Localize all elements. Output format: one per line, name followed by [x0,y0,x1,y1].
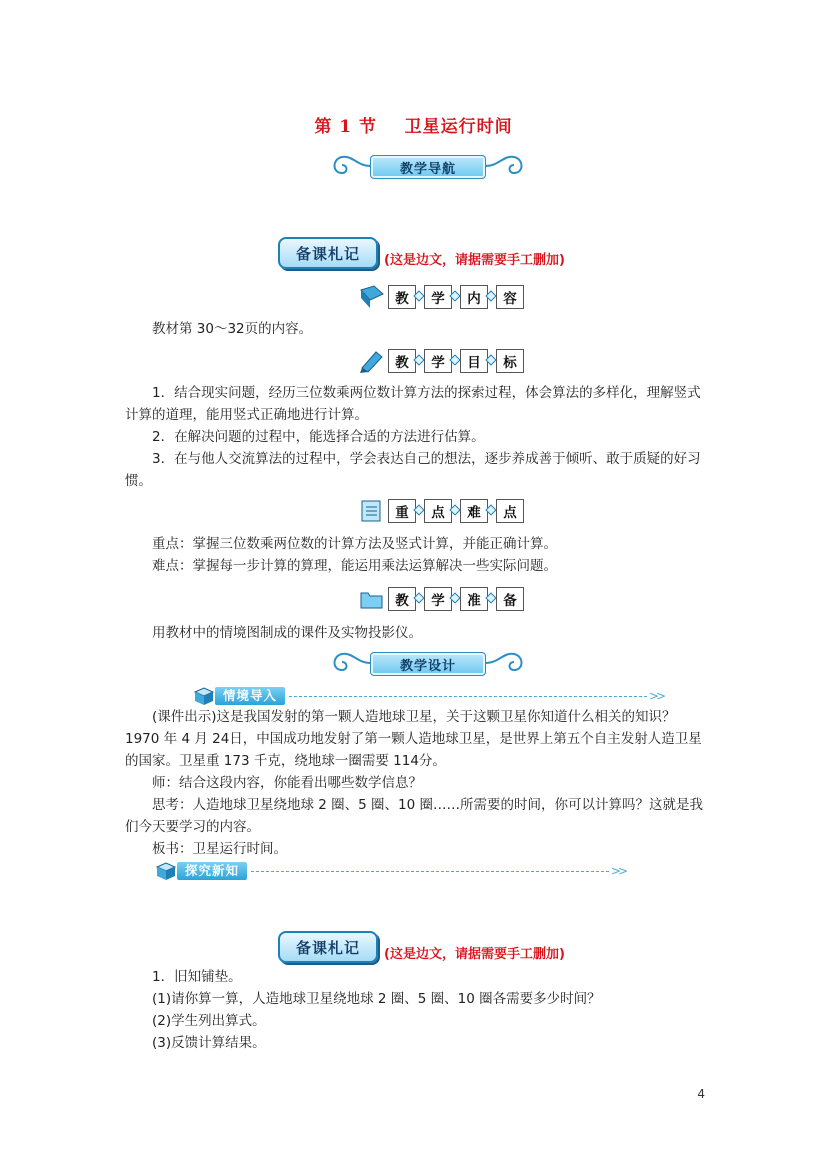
banner-label: 教学设计 [399,659,456,674]
heading-char: 点 [424,499,452,523]
heading-char: 点 [496,499,524,523]
heading-char: 目 [460,349,488,373]
page-number: 4 [697,1087,705,1101]
intro-paragraph: 思考：人造地球卫星绕地球 2 圈、5 圈、10 圈……所需要的时间，你可以计算吗？这就是我们今天要学习的内容。 [125,797,704,835]
explore-paragraph: 1．旧知铺垫。 [152,969,242,985]
lesson-notes-header [278,931,565,963]
explore-paragraph: (3)反馈计算结果。 [152,1035,266,1051]
heading-char: 学 [424,285,452,309]
goal-paragraph: 3．在与他人交流算法的过程中，学会表达自己的想法，逐步养成善于倾听、敢于质疑的好习惯。 [125,451,701,489]
band-explore-new [155,861,625,881]
heading-char: 内 [460,285,488,309]
explore-paragraph: (1)请你算一算，人造地球卫星绕地球 2 圈、5 圈、10 圈各需要多少时间？ [152,991,601,1007]
band-label: 探究新知 [177,862,247,880]
cube-icon [193,686,215,706]
heading-char: 教 [388,285,416,309]
book-icon [358,284,386,310]
heading-char: 备 [496,587,524,611]
banner-label: 教学导航 [399,162,456,177]
section-key-points [358,498,524,524]
goal-paragraph: 1．结合现实问题，经历三位数乘两位数计算方法的探索过程，体会算法的多样化，理解竖式计算的道理，能用竖式正确地进行计算。 [125,385,701,423]
band-scenario-intro [193,686,663,706]
heading-char: 准 [460,587,488,611]
heading-char: 学 [424,349,452,373]
lesson-notes-badge: 备课札记 [278,237,378,269]
heading-char: 教 [388,349,416,373]
margin-note: (这是边文，请据需要手工删加) [384,946,565,962]
key-point-paragraph: 难点：掌握每一步计算的算理，能运用乘法运算解决一些实际问题。 [152,558,557,574]
intro-paragraph: 板书：卫星运行时间。 [152,841,287,857]
heading-char: 难 [460,499,488,523]
explore-paragraph: (2)学生列出算式。 [152,1013,266,1029]
banner-teaching-design [328,648,528,678]
swirl-right-icon [484,648,528,678]
margin-note: (这是边文，请据需要手工删加) [384,252,565,268]
swirl-right-icon [484,151,528,181]
band-label: 情境导入 [215,687,285,705]
page-title: 第 1 节 卫星运行时间 [314,117,513,137]
heading-char: 容 [496,285,524,309]
prep-paragraph: 用教材中的情境图制成的课件及实物投影仪。 [152,625,422,641]
cube-icon [155,861,177,881]
content-paragraph: 教材第 30～32页的内容。 [152,321,313,337]
intro-paragraph: 师：结合这段内容，你能看出哪些数学信息？ [152,775,422,791]
double-arrow-icon: >> [648,689,663,703]
banner-teaching-nav [328,151,528,181]
dashed-line [251,871,609,872]
section-teaching-goals [358,348,524,374]
section-teaching-content [358,284,524,310]
heading-char: 教 [388,587,416,611]
notebook-icon [358,498,386,524]
heading-char: 重 [388,499,416,523]
key-point-paragraph: 重点：掌握三位数乘两位数的计算方法及竖式计算，并能正确计算。 [152,536,557,552]
heading-char: 标 [496,349,524,373]
intro-paragraph: (课件出示)这是我国发射的第一颗人造地球卫星，关于这颗卫星你知道什么相关的知识？1970 年 4 月 24日，中国成功地发射了第一颗人造地球卫星，是世界上第五个自主发射人造卫星的国家。卫星重 173 千克，绕地球一圈需要 114分。 [125,709,702,769]
heading-char: 学 [424,587,452,611]
dashed-line [289,696,647,697]
double-arrow-icon: >> [610,864,625,878]
section-teaching-prep [358,586,524,612]
goal-paragraph: 2．在解决问题的过程中，能选择合适的方法进行估算。 [152,429,485,445]
folder-icon [358,586,386,612]
pencil-icon [358,348,386,374]
lesson-notes-badge: 备课札记 [278,931,378,963]
lesson-notes-header [278,237,565,269]
